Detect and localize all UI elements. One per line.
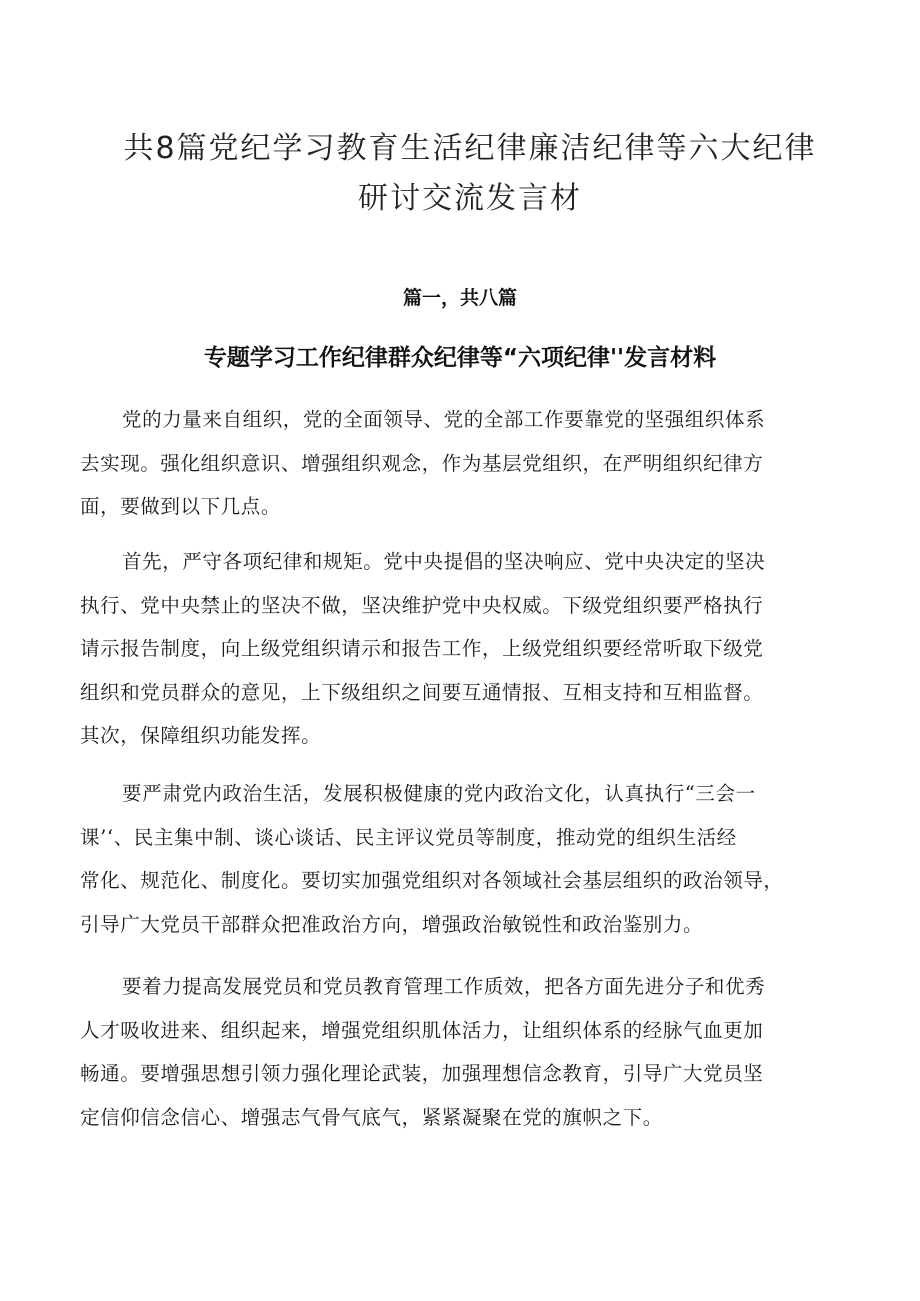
title-line: 共8篇党纪学习教育生活纪律廉洁纪律等六大纪律 xyxy=(123,131,817,166)
paragraph-line: 畅通。要增强思想引领力强化理论武装，加强理想信念教育，引导广大党员坚 xyxy=(80,1062,764,1085)
document-title xyxy=(80,124,860,224)
paragraph xyxy=(80,772,860,946)
paragraph-line: 定信仰信念信心、增强志气骨气底气，紧紧凝聚在党的旗帜之下。 xyxy=(80,1105,663,1129)
section-title: 专题学习工作纪律群众纪律等“六项纪律''发言材料 xyxy=(203,345,717,371)
paragraph-line: 党的力量来自组织，党的全面领导、党的全部工作要靠党的坚强组织体系 xyxy=(122,408,766,431)
paragraph xyxy=(80,398,860,529)
section-label: 篇一，共八篇 xyxy=(402,287,517,309)
paragraph-line: 引导广大党员干部群众把准政治方向，增强政治敏锐性和政治鉴别力。 xyxy=(80,912,704,936)
paragraph-line: 请示报告制度，向上级党组织请示和报告工作，上级党组织要经常听取下级党 xyxy=(80,637,764,660)
paragraph-line: 要严肃党内政治生活，发展积极健康的党内政治文化，认真执行“三会一 xyxy=(122,782,756,805)
title-line: 研讨交流发言材 xyxy=(358,181,582,216)
paragraph-line: 其次，保障组织功能发挥。 xyxy=(80,724,322,747)
paragraph-line: 要着力提高发展党员和党员教育管理工作质效，把各方面先进分子和优秀 xyxy=(122,975,766,998)
paragraph-line: 执行、党中央禁止的坚决不做，坚决维护党中央权威。下级党组织要严格执行 xyxy=(80,593,764,617)
paragraph-line: 课’‘、民主集中制、谈心谈话、民主评议党员等制度，推动党的组织生活经 xyxy=(80,825,737,849)
paragraph-line: 常化、规范化、制度化。要切实加强党组织对各领域社会基层组织的政治领导， xyxy=(80,869,784,892)
paragraph-line: 面，要做到以下几点。 xyxy=(80,495,282,518)
paragraph xyxy=(80,540,860,758)
paragraph-line: 首先，严守各项纪律和规矩。党中央提倡的坚决响应、党中央决定的坚决 xyxy=(122,550,766,573)
paragraph-line: 去实现。强化组织意识、增强组织观念，作为基层党组织，在严明组织纪律方 xyxy=(80,451,764,475)
paragraph xyxy=(80,965,860,1139)
paragraph-line: 组织和党员群众的意见，上下级组织之间要互通情报、互相支持和互相监督。 xyxy=(80,680,764,704)
paragraph-line: 人才吸收进来、组织起来，增强党组织肌体活力，让组织体系的经脉气血更加 xyxy=(80,1018,764,1042)
